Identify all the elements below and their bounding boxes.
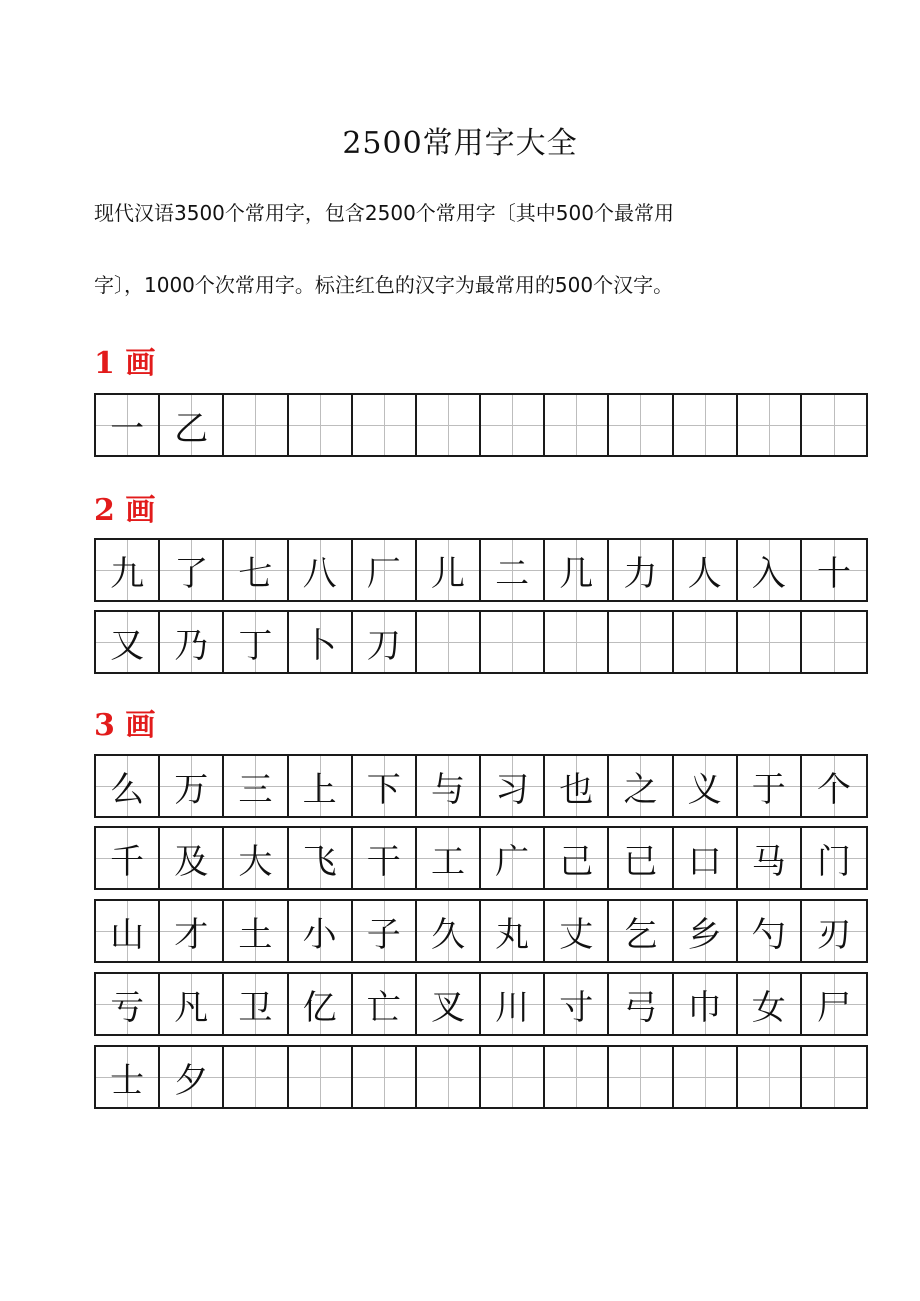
char-cell [96,974,160,1034]
char-cell [674,974,738,1034]
char-glyph: 刀 [366,625,401,666]
char-glyph: 万 [174,769,209,810]
char-cell [224,395,288,455]
char-grid-row [94,1045,868,1109]
char-glyph: 乡 [687,914,722,955]
char-cell [545,828,609,888]
char-cell [417,1047,481,1107]
char-cell [545,540,609,600]
char-glyph: 亿 [302,987,337,1028]
section-heading-3-strokes: 3 画 [94,708,156,743]
char-glyph: 九 [110,553,145,594]
char-cell [545,612,609,672]
char-glyph: 之 [623,769,658,810]
char-cell [160,828,224,888]
char-cell [224,540,288,600]
char-cell [609,612,673,672]
char-cell [289,756,353,816]
char-grid-row [94,393,868,457]
char-cell [417,540,481,600]
char-cell [802,395,866,455]
char-cell [545,395,609,455]
char-glyph: 二 [495,553,530,594]
char-cell [96,540,160,600]
char-glyph: 入 [751,553,786,594]
char-cell [674,395,738,455]
char-cell [674,756,738,816]
char-cell [738,974,802,1034]
char-cell [738,1047,802,1107]
char-glyph: 乙 [174,408,209,449]
char-glyph: 口 [687,841,722,882]
char-cell [481,974,545,1034]
char-cell [481,1047,545,1107]
char-cell [224,1047,288,1107]
char-glyph: 叉 [430,987,465,1028]
char-glyph: 乃 [174,625,209,666]
char-cell [609,974,673,1034]
char-glyph: 八 [302,553,337,594]
char-grid-row [94,826,868,890]
char-glyph: 了 [174,553,209,594]
char-cell [417,756,481,816]
char-cell [289,395,353,455]
char-glyph: 也 [559,769,594,810]
char-glyph: 亏 [110,987,145,1028]
char-glyph: 门 [816,841,851,882]
char-glyph: 寸 [559,987,594,1028]
char-cell [353,901,417,961]
char-cell [481,828,545,888]
char-glyph: 子 [366,914,401,955]
char-cell [802,1047,866,1107]
char-cell [353,395,417,455]
char-cell [802,612,866,672]
char-cell [160,1047,224,1107]
char-cell [609,540,673,600]
char-glyph: 上 [302,769,337,810]
char-grid-row [94,610,868,674]
char-glyph: 干 [366,841,401,882]
char-cell [353,540,417,600]
char-glyph: 与 [430,769,465,810]
char-glyph: 人 [687,553,722,594]
char-glyph: 力 [623,553,658,594]
char-glyph: 千 [110,841,145,882]
char-cell [289,612,353,672]
char-glyph: 及 [174,841,209,882]
char-cell [224,974,288,1034]
char-glyph: 乞 [623,914,658,955]
char-glyph: 三 [238,769,273,810]
char-glyph: 儿 [430,553,465,594]
char-cell [417,395,481,455]
char-glyph: 大 [238,841,273,882]
char-glyph: 飞 [302,841,337,882]
char-cell [738,828,802,888]
char-cell [738,901,802,961]
char-glyph: 工 [430,841,465,882]
page-title: 2500常用字大全 [342,126,578,161]
char-glyph: 义 [687,769,722,810]
char-cell [96,612,160,672]
char-cell [353,756,417,816]
char-glyph: 下 [366,769,401,810]
char-glyph: 厂 [366,553,401,594]
char-glyph: 女 [751,987,786,1028]
char-glyph: 广 [495,841,530,882]
char-cell [417,901,481,961]
char-glyph: 土 [238,914,273,955]
char-cell [738,612,802,672]
char-cell [545,756,609,816]
char-grid-row [94,754,868,818]
char-cell [224,612,288,672]
char-glyph: 习 [495,769,530,810]
char-glyph: 卫 [238,987,273,1028]
char-cell [160,974,224,1034]
char-cell [353,612,417,672]
char-glyph: 丁 [238,625,273,666]
char-cell [96,756,160,816]
char-glyph: 尸 [816,987,851,1028]
char-glyph: 亡 [366,987,401,1028]
char-cell [417,828,481,888]
char-glyph: 么 [110,769,145,810]
char-cell [160,395,224,455]
char-glyph: 弓 [623,987,658,1028]
char-cell [609,1047,673,1107]
char-cell [96,1047,160,1107]
intro-line-2: 字〕，1000个次常用字。标注红色的汉字为最常用的500个汉字。 [94,273,674,297]
char-cell [417,974,481,1034]
char-cell [224,901,288,961]
char-cell [802,540,866,600]
section-heading-2-strokes: 2 画 [94,493,156,528]
section-heading-1-stroke: 1 画 [94,346,156,381]
char-glyph: 于 [751,769,786,810]
char-glyph: 己 [559,841,594,882]
char-cell [481,612,545,672]
char-cell [96,828,160,888]
char-grid-row [94,972,868,1036]
char-glyph: 又 [110,625,145,666]
char-glyph: 丸 [495,914,530,955]
char-cell [353,828,417,888]
char-cell [160,540,224,600]
char-cell [224,828,288,888]
char-glyph: 士 [110,1060,145,1101]
char-glyph: 几 [559,553,594,594]
char-cell [738,756,802,816]
char-cell [545,1047,609,1107]
char-glyph: 卜 [302,625,337,666]
char-cell [609,395,673,455]
char-cell [481,540,545,600]
char-cell [481,901,545,961]
char-glyph: 个 [816,769,851,810]
char-glyph: 已 [623,841,658,882]
char-glyph: 马 [751,841,786,882]
char-glyph: 刃 [816,914,851,955]
char-cell [224,756,288,816]
char-cell [738,540,802,600]
char-cell [289,901,353,961]
char-cell [674,901,738,961]
char-glyph: 川 [495,987,530,1028]
char-grid-row [94,538,868,602]
char-cell [353,1047,417,1107]
char-glyph: 才 [174,914,209,955]
char-cell [609,828,673,888]
char-cell [609,756,673,816]
char-glyph: 巾 [687,987,722,1028]
char-glyph: 夕 [174,1060,209,1101]
char-cell [545,974,609,1034]
char-cell [353,974,417,1034]
char-cell [674,828,738,888]
char-cell [96,901,160,961]
char-grid-row [94,899,868,963]
char-cell [545,901,609,961]
char-cell [160,756,224,816]
char-cell [160,901,224,961]
char-glyph: 一 [110,408,145,449]
char-cell [289,540,353,600]
char-cell [289,828,353,888]
char-cell [674,612,738,672]
char-cell [802,756,866,816]
char-cell [417,612,481,672]
char-glyph: 山 [110,914,145,955]
char-glyph: 凡 [174,987,209,1028]
char-glyph: 十 [816,553,851,594]
char-glyph: 勺 [751,914,786,955]
char-glyph: 七 [238,553,273,594]
char-glyph: 丈 [559,914,594,955]
intro-line-1: 现代汉语3500个常用字，包含2500个常用字〔其中500个最常用 [94,201,674,225]
char-cell [160,612,224,672]
char-cell [738,395,802,455]
char-cell [289,974,353,1034]
char-cell [289,1047,353,1107]
char-cell [96,395,160,455]
char-cell [802,974,866,1034]
char-glyph: 久 [430,914,465,955]
char-cell [674,1047,738,1107]
char-cell [609,901,673,961]
char-cell [802,828,866,888]
char-cell [674,540,738,600]
char-glyph: 小 [302,914,337,955]
char-cell [802,901,866,961]
char-cell [481,395,545,455]
char-cell [481,756,545,816]
